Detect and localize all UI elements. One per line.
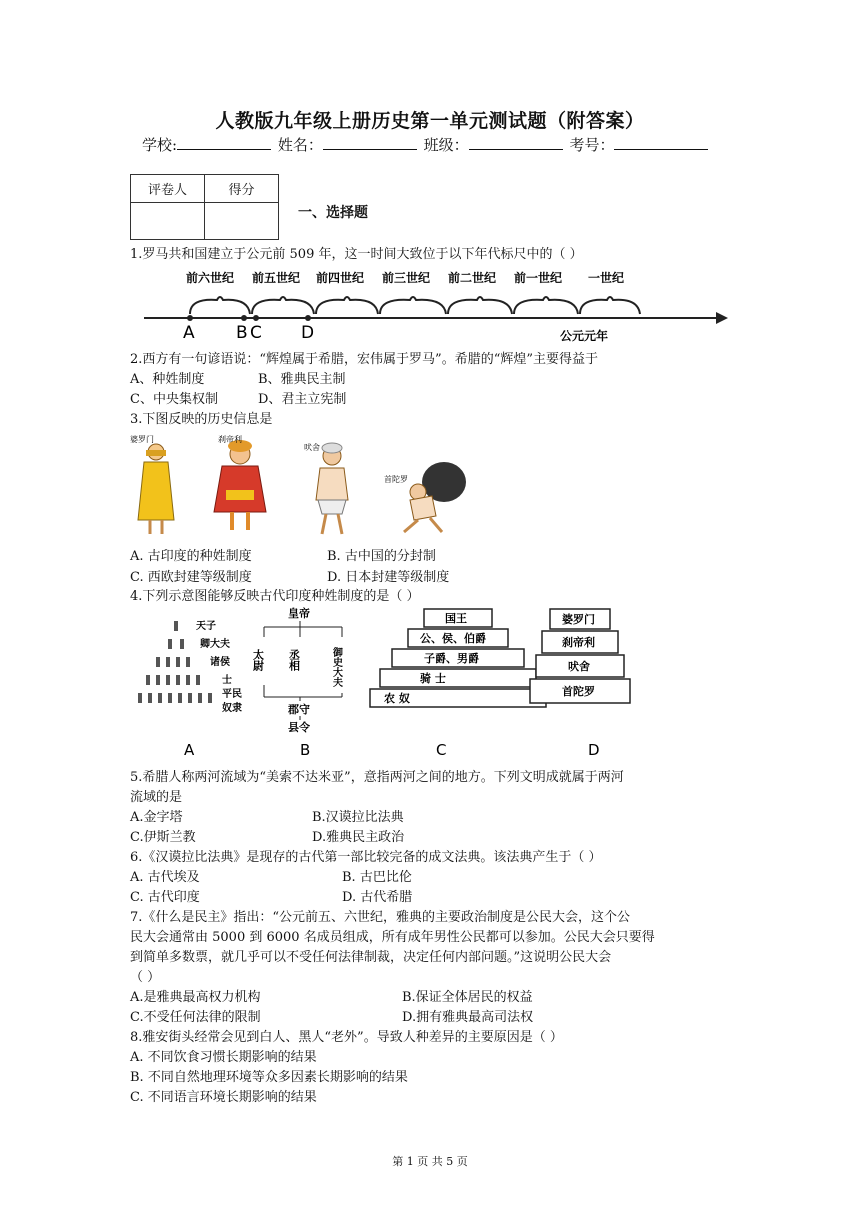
exam-no-blank[interactable] <box>614 135 708 150</box>
diagram-c-label: 子爵、男爵 <box>424 652 479 665</box>
diagram-d-label: 吠舍 <box>568 660 590 673</box>
century-label: 前二世纪 <box>448 271 497 285</box>
question-7-line-3: 到简单多数票，就几乎可以不受任何法律制裁，决定任何内部问题。”这说明公民大会 <box>130 950 612 965</box>
q5-option-d[interactable]: D.雅典民主政治 <box>312 830 405 845</box>
diagram-a-label: 天子 <box>196 621 216 632</box>
question-6: 6.《汉谟拉比法典》是现存的古代第一部比较完备的成文法典。该法典产生于（ ） <box>130 850 602 865</box>
name-label: 姓名： <box>277 136 323 154</box>
shudra-figure <box>404 462 466 532</box>
class-blank[interactable] <box>469 135 563 150</box>
marker-dot <box>305 315 311 321</box>
marker-dot <box>241 315 247 321</box>
century-label: 前五世纪 <box>252 271 301 285</box>
page-footer: 第 1 页 共 5 页 <box>392 1155 468 1168</box>
diagram-a-label: 诸侯 <box>210 657 230 668</box>
q7-option-c[interactable]: C.不受任何法律的限制 <box>130 1010 261 1025</box>
diagram-d-label: 婆罗门 <box>562 613 595 626</box>
diagram-c-label: 国王 <box>445 612 467 625</box>
document-title: 人教版九年级上册历史第一单元测试题（附答案） <box>215 110 645 132</box>
diagram-a-label: 奴隶 <box>222 703 242 714</box>
diagram-a-label: 卿大夫 <box>200 639 230 650</box>
q2-option-a[interactable]: A、种姓制度 <box>130 372 205 387</box>
question-7-line-2: 民大会通常由 5000 到 6000 名成员组成，所有成年男性公民都可以参加。公民大会只要得 <box>130 930 655 945</box>
q7-option-b[interactable]: B.保证全体居民的权益 <box>402 990 533 1005</box>
q8-option-a[interactable]: A. 不同饮食习惯长期影响的结果 <box>130 1050 317 1065</box>
caste-label: 吠舍 <box>304 443 320 452</box>
diagram-b-col: 太尉 <box>251 649 265 671</box>
timeline-figure <box>140 266 730 346</box>
diagram-b-bottom: 郡守 <box>288 703 310 716</box>
q8-option-b[interactable]: B. 不同自然地理环境等众多因素长期影响的结果 <box>130 1070 408 1085</box>
diagram-c-label: 农 奴 <box>384 692 410 705</box>
caste-label: 婆罗门 <box>130 435 154 444</box>
question-5-line-1: 5.希腊人称两河流域为“美索不达米亚”，意指两河之间的地方。下列文明成就属于两河 <box>130 770 624 785</box>
q3-option-d[interactable]: D. 日本封建等级制度 <box>327 570 450 585</box>
question-1: 1.罗马共和国建立于公元前 509 年，这一时间大致位于以下年代标尺中的（ ） <box>130 247 583 262</box>
q8-option-c[interactable]: C. 不同语言环境长期影响的结果 <box>130 1090 317 1105</box>
q2-option-b[interactable]: B、雅典民主制 <box>258 372 346 387</box>
century-label: 前三世纪 <box>382 271 431 285</box>
marker-dot <box>253 315 259 321</box>
school-blank[interactable] <box>177 135 271 150</box>
hierarchy-diagrams <box>130 605 660 760</box>
diagram-letter: D <box>588 741 600 759</box>
caste-label: 首陀罗 <box>384 475 408 484</box>
reviewer-header: 评卷人 <box>131 175 205 203</box>
q3-option-b[interactable]: B. 古中国的分封制 <box>327 549 436 564</box>
q6-option-a[interactable]: A. 古代埃及 <box>130 870 200 885</box>
vaishya-figure <box>316 443 348 534</box>
section-heading: 一、选择题 <box>298 205 368 221</box>
exam-no-label: 考号： <box>569 136 615 154</box>
reviewer-cell[interactable] <box>131 203 205 240</box>
q7-option-a[interactable]: A.是雅典最高权力机构 <box>130 990 261 1005</box>
diagram-d-caste-pyramid <box>530 609 630 703</box>
question-8: 8.雅安街头经常会见到白人、黑人“老外”。导致人种差异的主要原因是（ ） <box>130 1030 563 1045</box>
century-label: 一世纪 <box>588 271 625 285</box>
q2-option-d[interactable]: D、君主立宪制 <box>258 392 347 407</box>
question-7-line-1: 7.《什么是民主》指出：“公元前五、六世纪，雅典的主要政治制度是公民大会，这个公 <box>130 910 631 925</box>
diagram-b-col: 丞相 <box>287 649 301 671</box>
class-label: 班级： <box>423 136 469 154</box>
q2-option-c[interactable]: C、中央集权制 <box>130 392 218 407</box>
q5-option-a[interactable]: A.金字塔 <box>130 810 183 825</box>
diagram-c-label: 骑 士 <box>420 672 446 685</box>
caste-people-illustration <box>128 430 468 542</box>
q5-option-c[interactable]: C.伊斯兰教 <box>130 830 196 845</box>
grader-table <box>130 174 279 240</box>
diagram-b-col: 御史大夫 <box>330 647 342 687</box>
name-blank[interactable] <box>323 135 417 150</box>
q6-option-d[interactable]: D. 古代希腊 <box>342 890 413 905</box>
brahmin-figure <box>138 444 174 534</box>
q6-option-c[interactable]: C. 古代印度 <box>130 890 200 905</box>
diagram-a-label: 士 <box>222 675 232 686</box>
score-cell[interactable] <box>205 203 279 240</box>
marker-label-c: C <box>250 323 262 343</box>
diagram-a-pyramid <box>138 620 242 714</box>
diagram-c-feudal-pyramid <box>370 609 546 707</box>
q3-option-c[interactable]: C. 西欧封建等级制度 <box>130 570 252 585</box>
marker-dot <box>187 315 193 321</box>
question-7-line-4: （ ） <box>130 970 161 985</box>
q6-option-b[interactable]: B. 古巴比伦 <box>342 870 412 885</box>
question-5-line-2: 流域的是 <box>130 790 183 805</box>
diagram-b-top: 皇帝 <box>288 607 310 620</box>
diagram-b-bottom: 县令 <box>288 721 310 734</box>
origin-label: 公元元年 <box>560 329 609 343</box>
century-label: 前六世纪 <box>186 271 235 285</box>
diagram-d-label: 刹帝利 <box>562 636 595 649</box>
century-label: 前一世纪 <box>514 271 563 285</box>
diagram-b-qin-chart <box>252 606 343 734</box>
century-braces <box>190 297 640 314</box>
question-2: 2.西方有一句谚语说：“辉煌属于希腊，宏伟属于罗马”。希腊的“辉煌”主要得益于 <box>130 352 598 367</box>
q5-option-b[interactable]: B.汉谟拉比法典 <box>312 810 404 825</box>
marker-label-a: A <box>183 323 195 343</box>
diagram-c-label: 公、侯、伯爵 <box>420 632 486 645</box>
student-info-line <box>142 134 710 155</box>
score-header: 得分 <box>205 175 279 203</box>
diagram-letter: B <box>300 741 311 759</box>
caste-label: 刹帝利 <box>218 435 242 444</box>
q7-option-d[interactable]: D.拥有雅典最高司法权 <box>402 1010 534 1025</box>
marker-label-b: B <box>236 323 248 343</box>
school-label: 学校: <box>142 136 178 154</box>
diagram-letter: C <box>436 741 447 759</box>
diagram-a-label: 平民 <box>222 689 242 700</box>
diagram-letter: A <box>184 741 195 759</box>
diagram-d-label: 首陀罗 <box>562 685 595 698</box>
question-4: 4.下列示意图能够反映古代印度种姓制度的是（ ） <box>130 589 420 604</box>
kshatriya-figure <box>214 440 266 530</box>
q3-option-a[interactable]: A. 古印度的种姓制度 <box>130 549 252 564</box>
timeline-arrow <box>716 312 728 324</box>
question-3: 3.下图反映的历史信息是 <box>130 412 273 427</box>
century-label: 前四世纪 <box>316 271 365 285</box>
marker-label-d: D <box>301 323 315 343</box>
